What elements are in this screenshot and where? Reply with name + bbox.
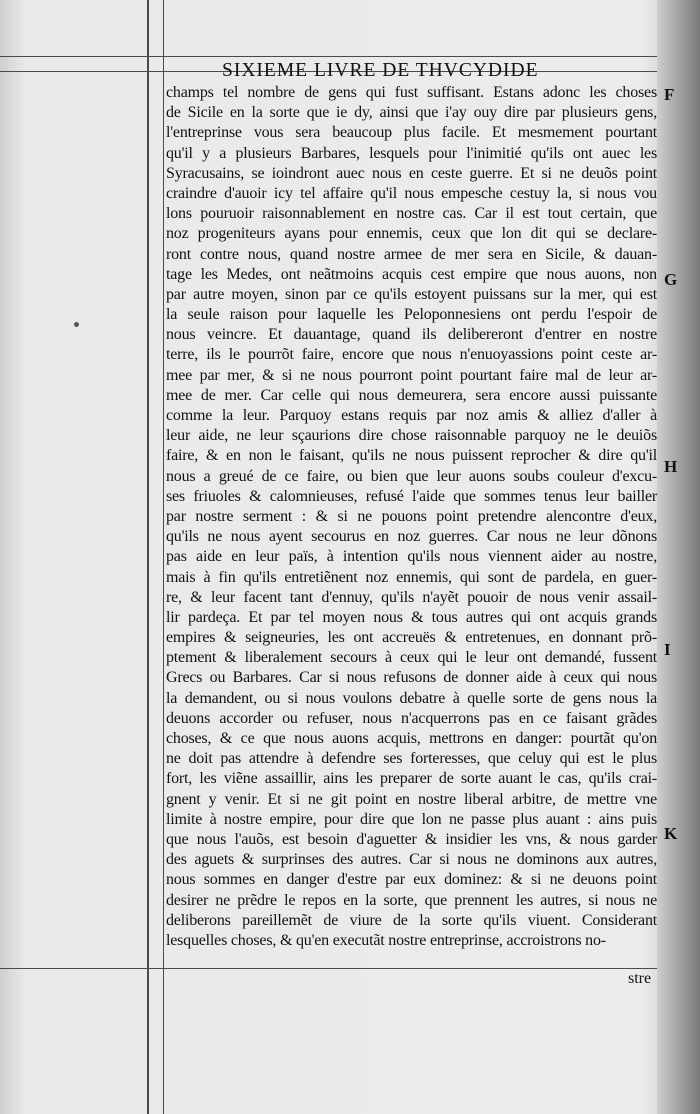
text-line: Syracusains, se ioindront auec nous en ceste guerre. Et si ne deuõs point	[166, 164, 657, 182]
text-line: limite à nostre empire, pour dire que lon ne passe plus auant : ains puis	[166, 810, 657, 828]
text-line: gnent y venir. Et si ne git point en nostre liberal arbitre, de mettre vne	[166, 790, 657, 808]
text-line: lesquelles choses, & qu'en executãt nostre entreprinse, accroistrons no-	[166, 931, 606, 949]
margin-marker-k: K	[664, 824, 678, 843]
text-line: re, & leur facent tant d'ennuy, qu'ils n'ayẽt pouoir de nous venir assail-	[166, 588, 657, 606]
text-line: ptement & liberalement secours à ceux qui le leur ont demandé, fussent	[166, 649, 657, 667]
text-line: champs tel nombre de gens qui fust suffisant. Estans adonc les choses	[166, 84, 657, 101]
margin-dot	[74, 322, 79, 327]
text-line: desirer ne prẽdre le repos en la sorte, que prennent les autres, si nous ne	[166, 891, 657, 909]
text-line: que nous l'auõs, est besoin d'aguetter & insidier les vns, & nous garder	[166, 830, 657, 848]
text-line: leur aide, ne leur sçaurions dire chose raisonnable parquoy ne le deuiõs	[166, 427, 657, 445]
header-top-rule	[0, 56, 657, 57]
text-line: nous veincre. Et dauantage, quand ils delibereront d'entrer en nostre	[166, 326, 657, 344]
page-edge	[657, 0, 700, 1114]
margin-marker-g: G	[664, 270, 678, 289]
text-line: l'entreprinse vous sera beaucoup plus facile. Et mesmement pourtant	[166, 124, 657, 142]
text-line: nous sommes en danger d'estre par eux dominez: & si ne deuons point	[166, 871, 657, 889]
text-line: terre, ils le pourrõt faire, encore que nous n'enuoyassions point ceste ar-	[166, 346, 657, 364]
text-line: Grecs ou Barbares. Car si nous refusons de donner aide à ceux qui nous	[166, 669, 657, 687]
footer-rule	[0, 968, 657, 969]
text-line: mee de mer. Car celle qui nous demeurera, sera encore aussi puissante	[166, 386, 657, 404]
text-line: nous a greué de ce faire, ou bien que leur auons soubs couleur d'excu-	[166, 467, 657, 485]
text-line: ne doit pas attendre à defendre ses forteresses, que celuy qui est le plus	[166, 750, 657, 768]
text-line: noz progeniteurs ayans pour ennemis, ceux que lon dit qui se declare-	[166, 225, 657, 243]
text-line: qu'ils ne nous ayent secourus en noz guerres. Car nous ne leur dõnons	[166, 528, 657, 546]
text-line: faire, & en non le faisant, qu'ils ne nous puissent reprocher & dire qu'il	[166, 447, 657, 465]
text-line: craindre d'auoir icy tel affaire qu'il nous empesche cestuy la, si nous vou	[166, 184, 657, 202]
text-line: deliberons pareillemẽt de viure de la sorte qu'ils viuent. Considerant	[166, 911, 657, 929]
text-line: mee par mer, & si ne nous pourront point pourtant faire mal de leur ar-	[166, 366, 657, 384]
text-line: lons pouruoir raisonnablement en nostre cas. Car il est tout certain, que	[166, 205, 657, 223]
body-text	[166, 83, 657, 951]
text-line: deuons accorder ou refuser, nous n'acquerrons pas en ce faisant grãdes	[166, 709, 657, 727]
text-line: fort, les viẽne assaillir, ains les preparer de sorte auant le cas, qu'ils crai-	[166, 770, 657, 788]
text-line: la demandent, ou si nous voulons debatre à quelle sorte de gens nous la	[166, 689, 657, 707]
text-line: mais à fin qu'ils entretiẽnent noz ennemis, qui sont de pardela, en guer-	[166, 568, 657, 586]
catchword: stre	[628, 970, 652, 987]
text-line: par nostre serment : & si ne pouons point pretendre alencontre d'eux,	[166, 507, 657, 525]
text-line: pas aide en leur païs, à intention qu'ils nous viennent aider au nostre,	[166, 548, 657, 566]
margin-marker-i: I	[664, 640, 671, 659]
text-line: ront contre nous, quand nostre armee de mer sera en Sicile, & dauan-	[166, 245, 657, 263]
text-line: de Sicile en la sorte que ie dy, ainsi que i'ay ouy dire par plusieurs gens,	[166, 104, 657, 122]
text-block-left-rule	[163, 0, 164, 1114]
text-line: lir pardeça. Et par tel moyen nous & tous autres qui ont acquis grands	[166, 608, 657, 626]
margin-marker-h: H	[664, 457, 678, 476]
running-title: SIXIEME LIVRE DE THVCYDIDE	[222, 60, 539, 81]
text-line: des aguets & surprinses des autres. Car si nous ne dominons aux autres,	[166, 851, 657, 869]
text-line: choses, & ce que nous auons acquis, mettrons en danger: pourtãt qu'on	[166, 730, 657, 747]
text-line: empires & seigneuries, les ont accreuës & entretenues, en donnant prõ-	[166, 629, 657, 647]
text-line: qu'il y a plusieurs Barbares, lesquels pour l'inimitié qu'ils ont auec les	[166, 144, 657, 162]
text-line: la seule raison pour laquelle les Peloponnesiens ont perdu l'espoir de	[166, 306, 657, 324]
text-line: tage les Medes, ont neãtmoins acquis cest empire que nous auons, non	[166, 265, 657, 283]
text-line: par autre moyen, sinon par ce qu'ils estoyent puissans sur la mer, qui est	[166, 285, 657, 303]
left-margin-rule	[147, 0, 149, 1114]
text-line: comme la leur. Parquoy estans requis par noz amis & alliez d'aller à	[166, 407, 657, 424]
text-line: ses friuoles & calomnieuses, refusé l'aide que sommes tenus leur bailler	[166, 487, 657, 505]
margin-marker-f: F	[664, 85, 675, 104]
